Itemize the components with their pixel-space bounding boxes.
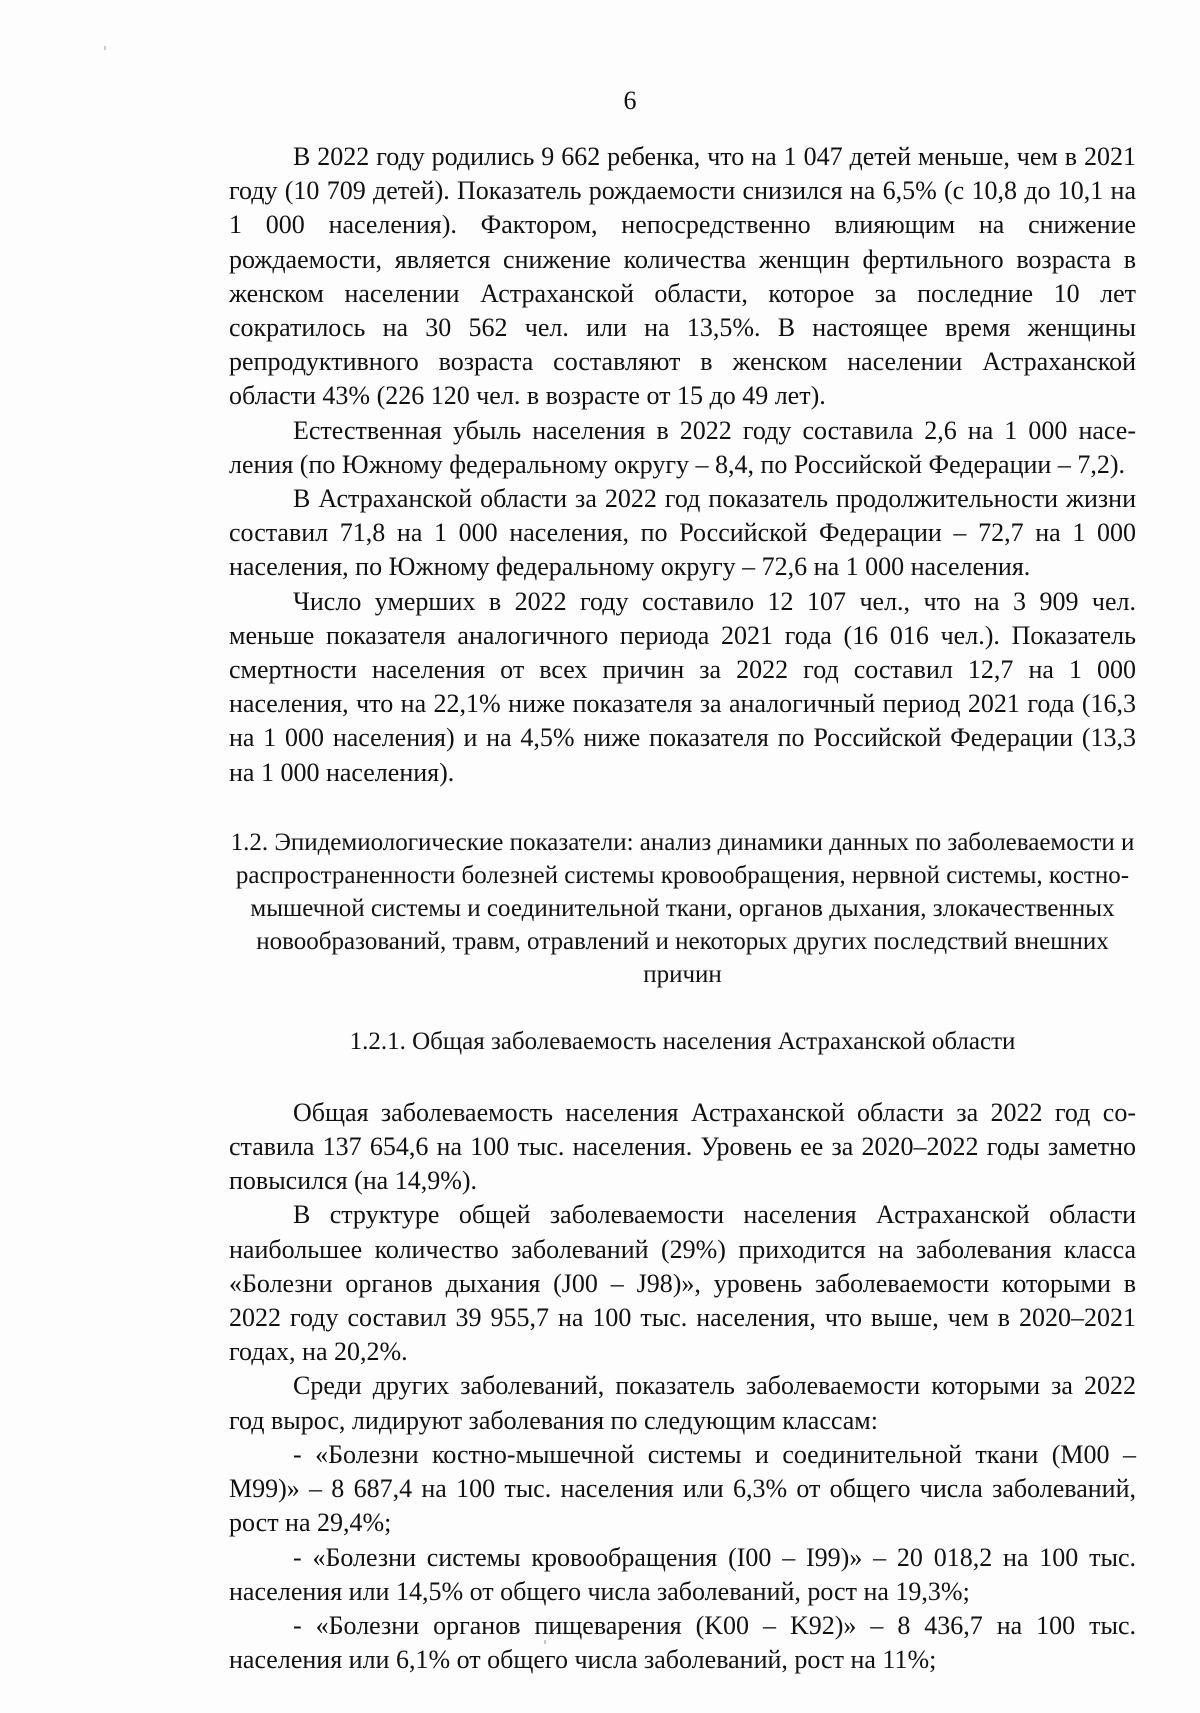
- list-item-digestive: - «Болезни органов пищеварения (K00 – K92)» – 8 436,7 на 100 тыс. населения или 6,1% от общего числа заболеваний, рост на 11%;: [229, 1610, 1136, 1675]
- subsection-heading: 1.2.1. Общая заболеваемость населения Астраханской области: [349, 1027, 1016, 1055]
- scan-speck: [544, 1640, 546, 1644]
- paragraph-life-expectancy: В Астраханской области за 2022 год показатель продолжительности жизни составил 71,8 на 1 000 населения, по Российской Федерации – 72,7 на 1 000 населения, по Южному федеральному округу – 72,6 на 1 000 населения.: [229, 484, 1136, 582]
- page-content: [229, 140, 1136, 1677]
- paragraph-other-diseases: Среди других заболеваний, показатель заболеваемости которыми за 2022 год вырос, лидируют заболевания по следующим классам:: [229, 1371, 1136, 1435]
- spacer: [229, 1058, 1136, 1096]
- paragraph-mortality: Число умерших в 2022 году составило 12 107 чел., что на 3 909 чел. меньше показателя аналогичного периода 2021 года (16 016 чел.). Показатель смертности населения от всех причин за 2022 год составил 12,7 на 1 000 населения, что на 22,1% ниже показателя за аналогичный период 2021 года (16,3 на 1 000 населения) и на 4,5% ниже показателя по Российской Федерации (13,3 на 1 000 населения).: [229, 586, 1136, 787]
- paragraph-natural-decrease: Естественная убыль населения в 2022 году составила 2,6 на 1 000 населения (по Южному федеральному округу – 8,4, по Российской Федерации – 7,2).: [229, 415, 1136, 479]
- spacer: [229, 790, 1136, 826]
- section-heading: 1.2. Эпидемиологические показатели: анализ динамики данных по заболеваемости и распространенности болезней системы кровообращения, нервной системы, костно-мышечной системы и соединительной ткани, органов дыхания, злокачественных новообразований, травм, отравлений и некоторых других последствий внешних причин: [230, 828, 1135, 988]
- page-number: 6: [623, 86, 637, 115]
- spacer: [229, 991, 1136, 1025]
- list-item-musculoskeletal: - «Болезни костно-мышечной системы и соединительной ткани (M00 – M99)» – 8 687,4 на 100 тыс. населения или 6,3% от общего числа заболеваний, рост на 29,4%;: [229, 1439, 1136, 1538]
- paragraph-morbidity-structure: В структуре общей заболеваемости населения Астраханской области наибольшее количество заболеваний (29%) приходится на заболевания класса «Болезни органов дыхания (J00 – J98)», уровень заболеваемости которыми в 2022 году составил 39 955,7 на 100 тыс. населения, что выше, чем в 2020–2021 годах, на 20,2%.: [229, 1200, 1136, 1367]
- scan-speck: [104, 46, 106, 50]
- list-item-circulatory: - «Болезни системы кровообращения (I00 – I99)» – 20 018,2 на 100 тыс. населения или 14,5% от общего числа заболеваний, рост на 19,3%;: [229, 1542, 1136, 1606]
- paragraph-birth-rate: В 2022 году родились 9 662 ребенка, что на 1 047 детей меньше, чем в 2021 году (10 709 детей). Показатель рождаемости снизился на 6,5% (с 10,8 до 10,1 на 1 000 населения). Фактором, непосредственно влияющим на снижение рождаемости, является снижение количества женщин фертильного возраста в женском населении Астраханской области, которое за последние 10 лет сократилось на 30 562 чел. или на 13,5%. В настоящее время женщины репродуктивного возраста составляют в женском населении Астраханской области 43% (226 120 чел. в возрасте от 15 до 49 лет).: [229, 142, 1136, 411]
- paragraph-total-morbidity: Общая заболеваемость населения Астраханской области за 2022 год составила 137 654,6 на 100 тыс. населения. Уровень ее за 2020–2022 годы заметно повысился (на 14,9%).: [229, 1097, 1136, 1196]
